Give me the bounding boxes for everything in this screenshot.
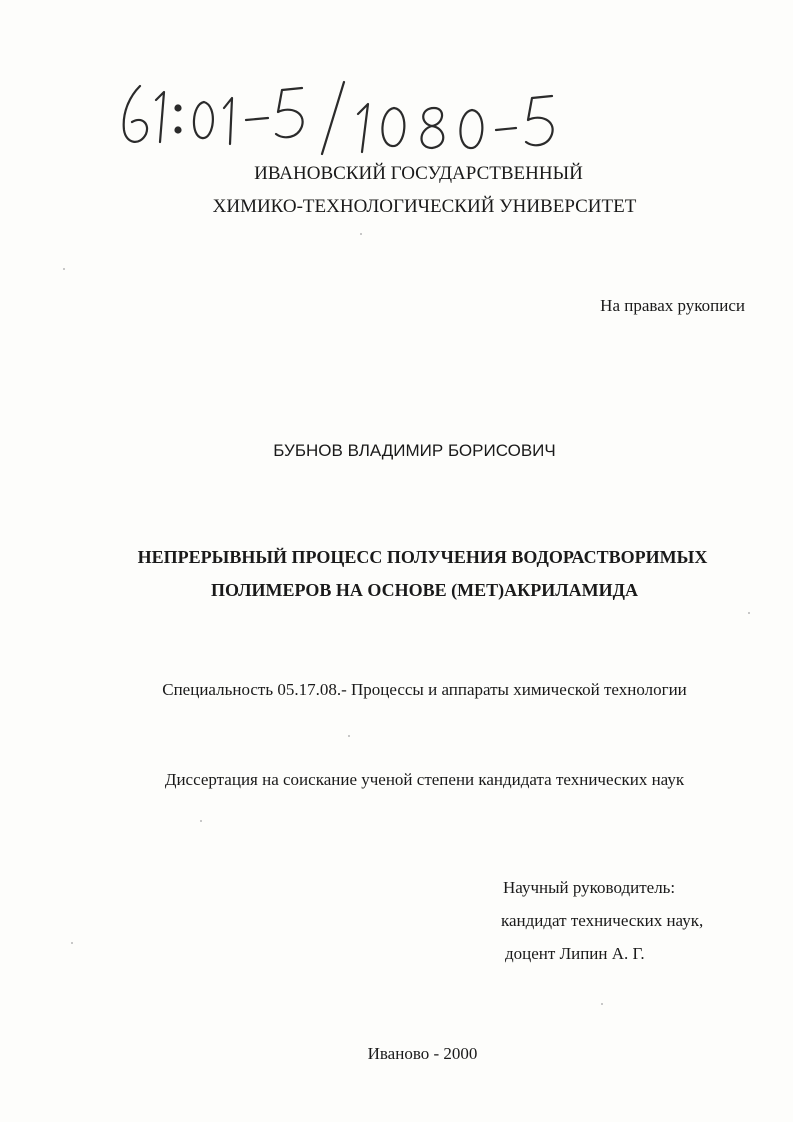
supervisor-name: доцент Липин А. Г.	[505, 944, 645, 963]
scan-speck	[748, 612, 750, 614]
scan-speck	[200, 820, 202, 822]
dissertation-title-line2: ПОЛИМЕРОВ НА ОСНОВЕ (МЕТ)АКРИЛАМИДА	[211, 580, 638, 600]
author-name: БУБНОВ ВЛАДИМИР БОРИСОВИЧ	[273, 441, 556, 460]
supervisor-label: Научный руководитель:	[503, 878, 676, 897]
scan-speck	[360, 233, 362, 235]
scan-speck	[71, 942, 73, 944]
specialty: Специальность 05.17.08.- Процессы и аппараты химической технологии	[162, 680, 687, 699]
scan-speck	[601, 1003, 603, 1005]
supervisor-degree: кандидат технических наук,	[501, 911, 704, 930]
scan-speck	[63, 268, 65, 270]
manuscript-rights-note: На правах рукописи	[600, 296, 745, 315]
university-name-line2: ХИМИКО-ТЕХНОЛОГИЧЕСКИЙ УНИВЕРСИТЕТ	[212, 196, 637, 217]
handwritten-archive-number	[112, 78, 572, 158]
dissertation-degree: Диссертация на соискание ученой степени кандидата технических наук	[164, 770, 685, 789]
university-name-line1: ИВАНОВСКИЙ ГОСУДАРСТВЕННЫЙ	[254, 163, 583, 184]
scan-speck	[348, 735, 350, 737]
dissertation-title-line1: НЕПРЕРЫВНЫЙ ПРОЦЕСС ПОЛУЧЕНИЯ ВОДОРАСТВОРИМЫХ	[137, 547, 708, 567]
city-year: Иваново - 2000	[367, 1044, 478, 1063]
